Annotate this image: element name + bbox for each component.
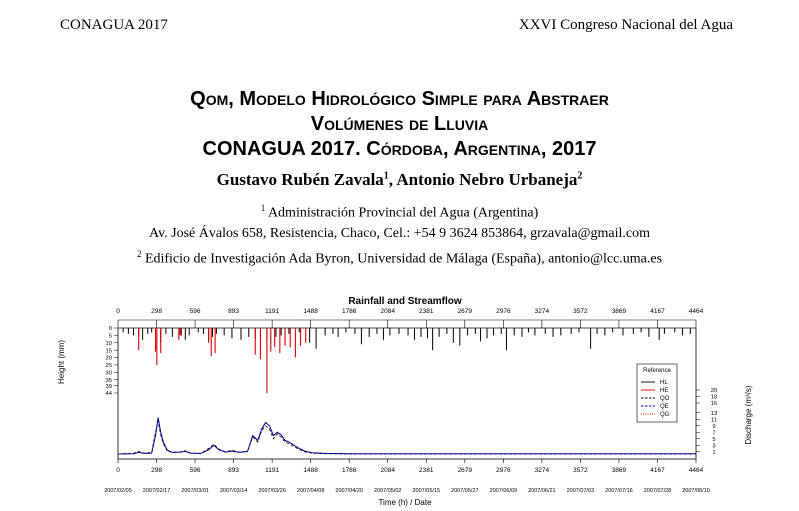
top-x-tick-label: 0 — [116, 308, 120, 315]
affiliation-2-marker: 2 — [136, 249, 142, 259]
date-tick-label: 2007/05/02 — [373, 488, 402, 494]
date-tick-label: 2007/07/28 — [643, 488, 672, 494]
discharge-tick-label: 13 — [710, 410, 718, 417]
top-x-tick-label: 1786 — [341, 308, 357, 315]
affiliation-1-name: Administración Provincial del Agua (Argentina) — [267, 205, 539, 221]
author-2: Antonio Nebro Urbaneja — [396, 170, 578, 189]
affiliation-1-marker: 1 — [260, 203, 266, 213]
affiliation-2-name: Edificio de Investigación Ada Byron, Universidad de Málaga (España), antonio@lcc.uma.es — [144, 251, 663, 267]
x-tick-label: 0 — [116, 467, 120, 474]
top-x-tick-label: 4464 — [688, 308, 704, 315]
qo-series-line — [118, 421, 696, 454]
x-tick-label: 596 — [189, 467, 201, 474]
x-tick-label: 2381 — [419, 467, 434, 474]
rain-tick-label: 39 — [105, 383, 112, 390]
paper-title-line3 — [0, 137, 799, 161]
paper-title-line3-main: CONAGUA 2017. — [202, 138, 361, 160]
paper-title-line3-location: Córdoba, Argentina, 2017 — [366, 138, 597, 160]
top-x-tick-label: 2976 — [496, 308, 511, 315]
date-tick-label: 2007/07/16 — [605, 488, 633, 494]
date-tick-label: 2007/08/10 — [682, 488, 710, 494]
top-x-tick-label: 1191 — [265, 308, 280, 315]
bottom-x-axis — [104, 459, 710, 494]
x-tick-label: 3572 — [573, 467, 588, 474]
author-separator: , — [388, 170, 397, 189]
rainfall-axis-label: Height (mm) — [57, 339, 66, 385]
rain-tick-label: 5 — [108, 333, 112, 340]
date-tick-label: 2007/05/15 — [412, 488, 441, 494]
x-tick-label: 893 — [228, 467, 240, 474]
x-tick-label: 298 — [151, 467, 162, 474]
x-tick-label: 1191 — [265, 467, 280, 474]
rainfall-y-axis — [106, 326, 118, 397]
x-tick-label: 4167 — [650, 467, 665, 474]
x-tick-label: 2679 — [457, 467, 473, 474]
x-tick-label: 2084 — [380, 467, 395, 474]
date-tick-label: 2007/04/20 — [335, 488, 363, 494]
rain-tick-label: 44 — [105, 391, 112, 398]
top-x-tick-label: 2381 — [419, 308, 434, 315]
x-tick-label: 3274 — [534, 467, 550, 474]
chart-legend — [637, 364, 677, 422]
running-header-right: XXVI Congreso Nacional del Agua — [518, 17, 733, 33]
top-x-tick-label: 3869 — [611, 308, 627, 315]
date-tick-label: 2007/02/05 — [104, 488, 132, 494]
date-tick-label: 2007/03/14 — [219, 488, 248, 494]
top-x-tick-label: 2679 — [457, 308, 473, 315]
date-tick-label: 2007/06/09 — [489, 488, 518, 494]
date-tick-label: 2007/03/01 — [181, 488, 209, 494]
running-header-left: CONAGUA 2017 — [60, 17, 168, 33]
discharge-tick-label: 9 — [712, 423, 716, 430]
rain-tick-label: 10 — [105, 340, 112, 347]
author-2-affiliation-marker: 2 — [577, 170, 583, 182]
x-tick-label: 1488 — [303, 467, 318, 474]
paper-title-line1: Qom, Modelo Hidrológico Simple para Abstraer — [190, 88, 609, 110]
discharge-tick-label: 7 — [712, 430, 716, 437]
legend-label-qe: QE — [660, 404, 669, 411]
discharge-tick-label: 1 — [712, 449, 716, 456]
discharge-tick-label: 3 — [712, 443, 716, 450]
top-x-tick-label: 298 — [151, 308, 162, 315]
legend-label-qo: QO — [660, 396, 670, 403]
rainfall-streamflow-chart — [0, 290, 799, 511]
rainfall-bars — [123, 328, 690, 393]
x-tick-label: 2976 — [496, 467, 511, 474]
authors-line — [0, 170, 799, 190]
discharge-axis-label: Discharge (m³/s) — [744, 385, 753, 445]
top-x-tick-label: 3274 — [534, 308, 550, 315]
top-x-tick-label: 1488 — [303, 308, 318, 315]
rain-tick-label: 20 — [105, 355, 112, 362]
rain-tick-label: 15 — [105, 348, 112, 355]
author-1: Gustavo Rubén Zavala — [216, 170, 384, 189]
date-tick-label: 2007/04/08 — [296, 488, 325, 494]
date-tick-label: 2007/03/26 — [258, 488, 286, 494]
discharge-tick-label: 18 — [710, 394, 718, 401]
x-tick-label: 3869 — [611, 467, 627, 474]
top-x-axis — [116, 308, 703, 328]
top-x-tick-label: 4167 — [650, 308, 665, 315]
affiliation-1-address: Av. José Ávalos 658, Resistencia, Chaco, Cel.: +54 9 3624 853864, grzavala@gmail.com — [149, 226, 650, 241]
legend-label-he: HE — [660, 388, 669, 395]
date-tick-label: 2007/06/21 — [528, 488, 556, 494]
top-x-tick-label: 596 — [189, 308, 201, 315]
discharge-tick-label: 20 — [710, 388, 718, 395]
legend-title: Reference — [643, 368, 671, 374]
x-axis-label: Time (h) / Date — [378, 498, 432, 507]
date-tick-label: 2007/07/03 — [566, 488, 595, 494]
discharge-tick-label: 5 — [712, 436, 716, 443]
paper-title-line2: Volúmenes de Lluvia — [310, 113, 489, 135]
author-1-affiliation-marker: 1 — [383, 170, 389, 182]
rain-tick-label: 0 — [108, 326, 112, 333]
legend-label-qg: QG — [660, 412, 670, 419]
date-tick-label: 2007/05/27 — [451, 488, 479, 494]
chart-title: Rainfall and Streamflow — [348, 296, 462, 307]
date-tick-label: 2007/02/17 — [142, 488, 171, 494]
legend-label-hl: HL — [660, 380, 668, 387]
top-x-tick-label: 2084 — [380, 308, 395, 315]
affiliation-2 — [0, 249, 799, 268]
x-tick-label: 4464 — [688, 467, 704, 474]
rain-tick-label: 30 — [105, 370, 112, 377]
x-tick-label: 1786 — [341, 467, 357, 474]
qe-series-line — [118, 418, 696, 454]
rain-tick-label: 25 — [105, 363, 112, 370]
top-x-tick-label: 3572 — [573, 308, 588, 315]
rain-tick-label: 35 — [105, 377, 112, 384]
top-x-tick-label: 893 — [228, 308, 240, 315]
discharge-tick-label: 16 — [710, 401, 718, 408]
discharge-tick-label: 11 — [710, 417, 718, 424]
plot-frame — [118, 328, 696, 459]
discharge-lines — [118, 418, 696, 454]
discharge-y-axis — [696, 388, 717, 456]
affiliation-1 — [0, 203, 799, 222]
